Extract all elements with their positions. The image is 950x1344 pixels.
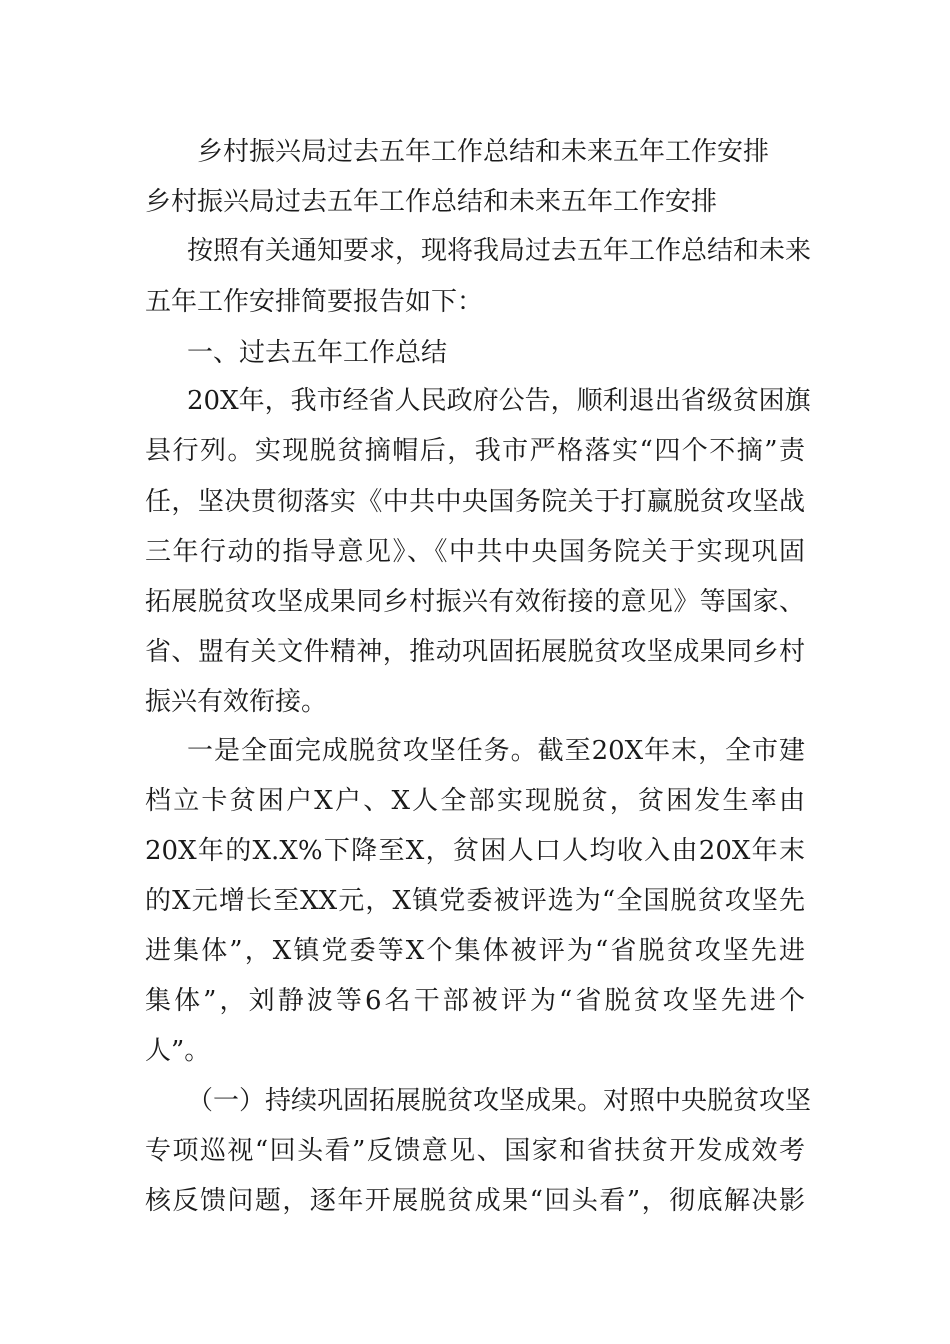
paragraph-line: 省、盟有关文件精神，推动巩固拓展脱贫攻坚成果同乡村 — [145, 637, 805, 667]
paragraph-line: 20X年，我市经省人民政府公告，顺利退出省级贫困旗 — [187, 386, 811, 416]
paragraph-line: 人”。 — [145, 1036, 211, 1066]
paragraph-line: 20X年的X.X%下降至X，贫困人口人均收入由20X年末 — [145, 836, 805, 866]
paragraph-line: 按照有关通知要求，现将我局过去五年工作总结和未来 — [187, 236, 812, 266]
paragraph-line: 专项巡视“回头看”反馈意见、国家和省扶贫开发成效考 — [145, 1136, 805, 1166]
paragraph-line: 一是全面完成脱贫攻坚任务。截至20X年末，全市建 — [187, 736, 805, 766]
document-subtitle: 乡村振兴局过去五年工作总结和未来五年工作安排 — [145, 187, 718, 217]
paragraph-line: 集体”，刘静波等6名干部被评为“省脱贫攻坚先进个 — [145, 986, 805, 1016]
paragraph-line: 五年工作安排简要报告如下： — [145, 287, 484, 317]
paragraph-line: 的X元增长至XX元，X镇党委被评选为“全国脱贫攻坚先 — [145, 886, 805, 916]
paragraph-line: 县行列。实现脱贫摘帽后，我市严格落实“四个不摘”责 — [145, 436, 805, 466]
paragraph-line: 进集体”，X镇党委等X个集体被评为“省脱贫攻坚先进 — [145, 936, 805, 966]
section-heading: 一、过去五年工作总结 — [187, 338, 448, 368]
paragraph-line: 任，坚决贯彻落实《中共中央国务院关于打赢脱贫攻坚战 — [145, 487, 805, 517]
paragraph-line: 核反馈问题，逐年开展脱贫成果“回头看”，彻底解决影 — [145, 1186, 805, 1216]
paragraph-line: 振兴有效衔接。 — [145, 687, 328, 717]
paragraph-line: 拓展脱贫攻坚成果同乡村振兴有效衔接的意见》等国家、 — [145, 587, 805, 617]
document-title: 乡村振兴局过去五年工作总结和未来五年工作安排 — [197, 137, 770, 167]
paragraph-line: （一）持续巩固拓展脱贫攻坚成果。对照中央脱贫攻坚 — [187, 1086, 812, 1116]
paragraph-line: 三年行动的指导意见》、《中共中央国务院关于实现巩固 — [145, 537, 805, 567]
paragraph-line: 档立卡贫困户X户、X人全部实现脱贫，贫困发生率由 — [145, 786, 805, 816]
